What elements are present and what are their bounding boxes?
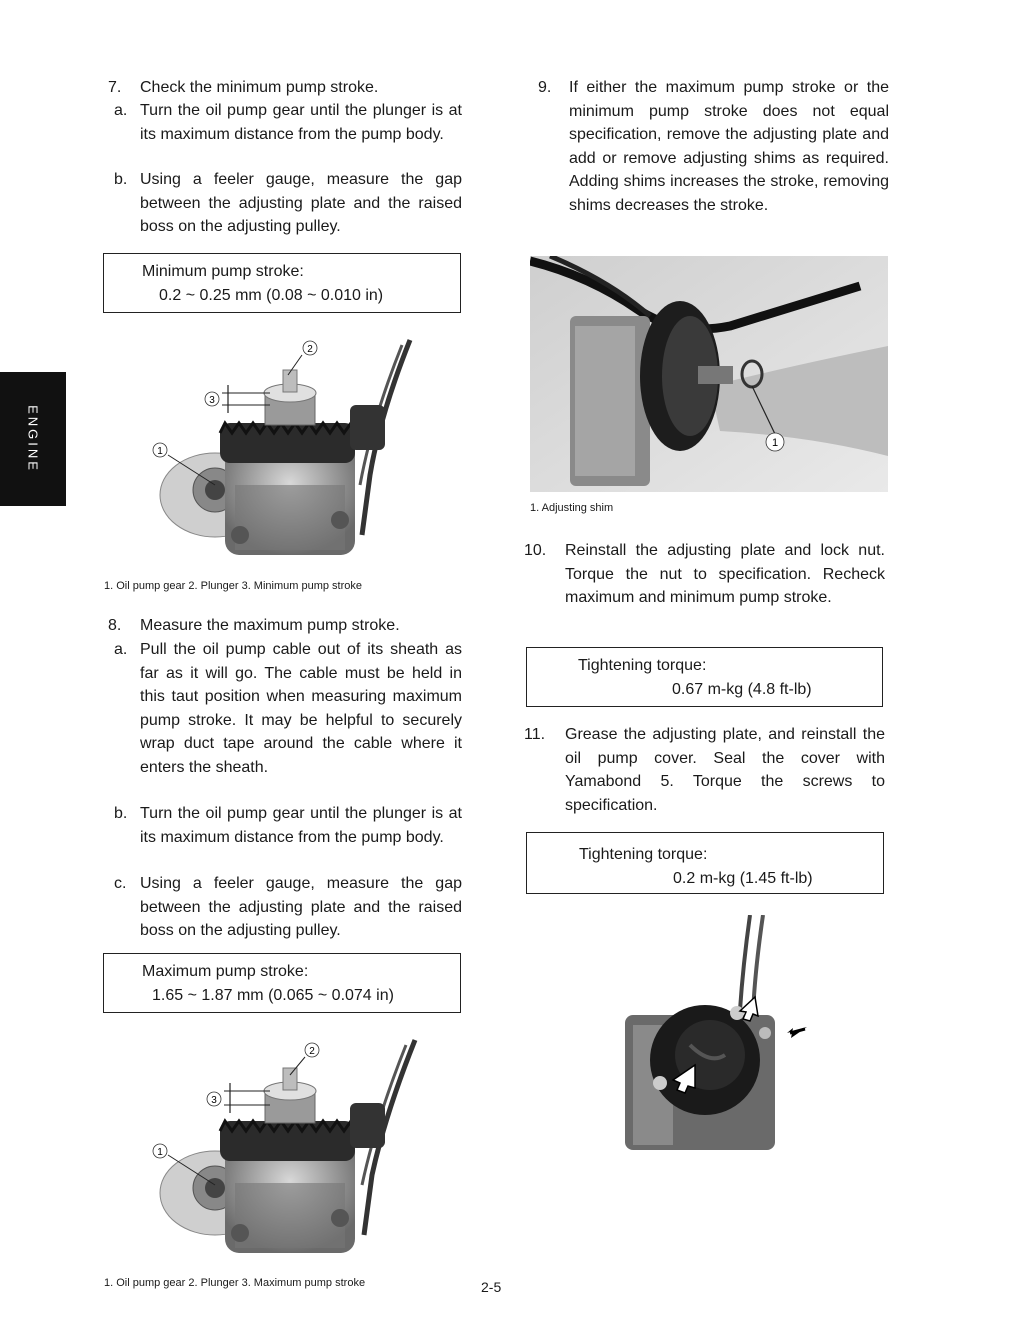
- oil-pump-figure-minimum: [140, 335, 440, 575]
- spec-label: Tightening torque:: [578, 657, 707, 674]
- callout-3: 3: [211, 1095, 217, 1106]
- spec-box-minimum-stroke: [103, 253, 461, 313]
- step-8a-label: a.: [114, 641, 128, 658]
- step-8a-text: Pull the oil pump cable out of its sheath as far as it will go. The cable must be held in this taut position when measuring maximum pump stroke. It may be helpful to securely wrap duct tape around the cable where it enters the sheath.: [140, 641, 462, 776]
- figure-caption-1: 1. Oil pump gear 2. Plunger 3. Minimum pump stroke: [104, 580, 363, 592]
- step-8b-text: Turn the oil pump gear until the plunger is at its maximum distance from the pump body.: [140, 805, 462, 846]
- step-11-text: Grease the adjusting plate, and reinstall the oil pump cover. Seal the cover with Yamabond 5. Torque the screws to specification.: [565, 726, 885, 814]
- step-7a-label: a.: [114, 102, 128, 119]
- oil-pump-cover-photo: [615, 915, 815, 1155]
- step-8-text: Measure the maximum pump stroke.: [140, 617, 400, 634]
- step-10-text: Reinstall the adjusting plate and lock nut. Torque the nut to specification. Recheck maximum and minimum pump stroke.: [565, 542, 885, 606]
- section-tab-label: ENGINE: [25, 405, 41, 473]
- spec-value: 0.2 ~ 0.25 mm (0.08 ~ 0.010 in): [159, 287, 384, 304]
- spec-value: 1.65 ~ 1.87 mm (0.065 ~ 0.074 in): [152, 987, 394, 1004]
- step-8c-text: Using a feeler gauge, measure the gap between the adjusting plate and the raised boss on the adjusting pulley.: [140, 875, 462, 939]
- step-7: [108, 76, 463, 100]
- step-8-number: 8.: [108, 617, 122, 634]
- spec-box-torque-nut: [526, 647, 883, 707]
- step-9: [538, 76, 890, 244]
- step-10-number: 10.: [524, 542, 547, 559]
- spec-value: 0.67 m-kg (4.8 ft-lb): [672, 681, 812, 698]
- step-8a: [114, 638, 463, 804]
- adjusting-shim-photo: [530, 256, 888, 492]
- step-11: [524, 723, 890, 819]
- step-8c-label: c.: [114, 875, 127, 892]
- step-9-text: If either the maximum pump stroke or the minimum pump stroke does not equal specification, remove the adjusting plate and add or remove adjusting shims as required. Adding shims increases the stroke, removing shims decreases the stroke.: [569, 79, 889, 214]
- step-7b-label: b.: [114, 171, 128, 188]
- spec-value: 0.2 m-kg (1.45 ft-lb): [673, 870, 813, 887]
- step-8b-label: b.: [114, 805, 128, 822]
- step-9-number: 9.: [538, 79, 552, 96]
- step-8: [108, 614, 463, 638]
- section-tab: [0, 372, 66, 506]
- step-7b: [114, 168, 463, 240]
- figure-caption-3: 1. Adjusting shim: [530, 502, 614, 514]
- step-10: [524, 539, 890, 635]
- step-7b-text: Using a feeler gauge, measure the gap between the adjusting plate and the raised boss on the adjusting pulley.: [140, 171, 462, 235]
- step-7a: [114, 99, 463, 171]
- step-7-number: 7.: [108, 79, 122, 96]
- step-8c: [114, 872, 463, 944]
- spec-box-maximum-stroke: [103, 953, 461, 1013]
- figure-caption-2: 1. Oil pump gear 2. Plunger 3. Maximum pump stroke: [104, 1277, 366, 1289]
- spec-box-torque-screws: [526, 832, 884, 894]
- step-7a-text: Turn the oil pump gear until the plunger is at its maximum distance from the pump body.: [140, 102, 462, 143]
- callout-3: 3: [209, 395, 215, 406]
- callout-2: 2: [307, 344, 313, 355]
- spec-label: Minimum pump stroke:: [142, 263, 304, 280]
- spec-label: Maximum pump stroke:: [142, 963, 309, 980]
- callout-1: 1: [771, 437, 779, 449]
- callout-1: 1: [157, 446, 163, 457]
- step-11-number: 11.: [524, 726, 546, 743]
- step-8b: [114, 802, 463, 874]
- callout-2: 2: [309, 1046, 315, 1057]
- callout-1: 1: [157, 1147, 163, 1158]
- oil-pump-figure-maximum: [140, 1035, 440, 1271]
- step-7-text: Check the minimum pump stroke.: [140, 79, 379, 96]
- page-number: 2-5: [481, 1279, 502, 1295]
- spec-label: Tightening torque:: [579, 846, 708, 863]
